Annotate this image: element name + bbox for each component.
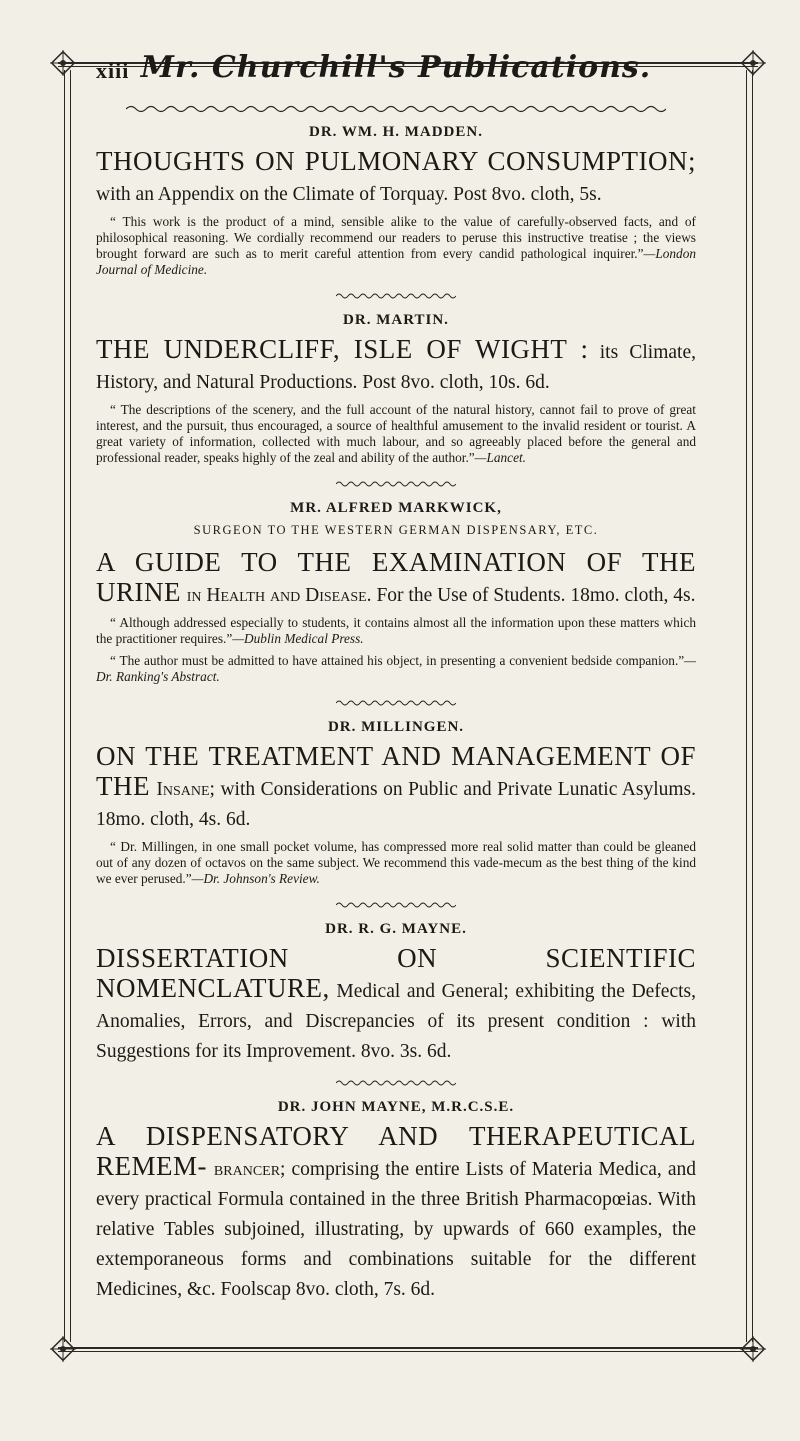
separator-icon: [336, 699, 456, 707]
entry-title: [96, 944, 696, 1065]
entry-title-caps: THE UNDERCLIFF, ISLE OF WIGHT :: [96, 334, 589, 364]
review-source: —London Journal of Medicine.: [96, 246, 696, 277]
entry-millingen: [96, 719, 696, 887]
entry-title-rest: comprising the entire Lists of Materia Medica, and every practical Formula contained in the three British Pharmacopœias. With relative Tables subjoined, illustrating, by upwards of 660 examples, the extemporaneous forms and combinations suitable for the different Medicines, &c. Foolscap 8vo. cloth, 7s. 6d.: [96, 1159, 697, 1300]
separator-icon: [336, 292, 456, 300]
entry-title-rest: with an Appendix on the Climate of Torquay. Post 8vo. cloth, 5s.: [96, 184, 602, 205]
entry-author: DR. WM. H. MADDEN.: [309, 124, 483, 140]
entry-r-g-mayne: [96, 921, 696, 1065]
review-text: “ Dr. Millingen, in one small pocket volume, has compressed more real solid matter than could be gleaned out of any dozen of octavos on the same subject. We recommend this vade-mecum as the best thing of the kind we ever perused.”: [96, 839, 696, 886]
entry-title: [96, 742, 696, 833]
entry-john-mayne: [96, 1099, 696, 1303]
page-body: [96, 44, 696, 1313]
entry-author: DR. R. G. MAYNE.: [325, 921, 467, 937]
entry-review: [96, 214, 696, 278]
review-source: —Dr. Ranking's Abstract.: [96, 653, 696, 684]
corner-ornament-bottom-left-icon: [48, 1334, 78, 1364]
entry-title: [96, 335, 696, 396]
entry-title-caps: ON THE TREATMENT AND MANAGEMENT OF THE: [96, 741, 696, 801]
frame-right-rule: [746, 70, 747, 1342]
entry-title: [96, 147, 696, 208]
entry-author: DR. MILLINGEN.: [327, 719, 465, 735]
review-text: “ The author must be admitted to have attained his object, in presenting a convenient bedside companion.”: [110, 653, 685, 668]
entry-madden: [96, 124, 696, 278]
page-number: xiii: [96, 58, 130, 83]
frame-bottom-rule-inner: [58, 1351, 758, 1352]
entry-author-affiliation: SURGEON TO THE WESTERN GERMAN DISPENSARY, ETC.: [193, 523, 599, 537]
page-header: [96, 44, 696, 104]
entry-title-caps: DISSERTATION ON SCIENTIFIC NOMENCLATURE,: [96, 943, 696, 1003]
entry-martin: [96, 312, 696, 466]
frame-left-rule: [64, 70, 65, 1342]
entry-title-rest: For the Use of Students. 18mo. cloth, 4s.: [371, 585, 696, 606]
entry-title: [96, 1122, 696, 1303]
entry-title: [96, 548, 696, 609]
review-source: —Dublin Medical Press.: [232, 631, 364, 646]
entry-author: DR. MARTIN.: [343, 312, 449, 328]
entry-review-2: [96, 653, 696, 685]
review-text: “ Although addressed especially to students, it contains almost all the information upon these matters which the practitioner requires.”: [96, 615, 696, 646]
entry-title-smallcaps: in Health and Disease.: [186, 585, 372, 606]
entry-author: DR. JOHN MAYNE, M.R.C.S.E.: [277, 1099, 515, 1115]
entry-title-caps: A GUIDE TO THE EXAMINATION OF THE URINE: [96, 547, 696, 607]
entry-review: [96, 839, 696, 887]
frame-right-rule-inner: [752, 70, 753, 1342]
separator-icon: [336, 901, 456, 909]
review-text: “ This work is the product of a mind, sensible alike to the value of carefully-observed facts, and of philosophical reasoning. We cordially recommend our readers to peruse this instructive treatise ; the views brought forward are such as to merit careful attention from every candid pathological inquirer.”: [96, 214, 696, 261]
entry-title-smallcaps: Insane;: [156, 779, 215, 800]
wavy-rule-icon: [126, 104, 666, 114]
corner-ornament-bottom-right-icon: [738, 1334, 768, 1364]
entry-title-caps: A DISPENSATORY AND THERAPEUTICAL REMEM-: [96, 1121, 696, 1181]
corner-ornament-top-left-icon: [48, 48, 78, 78]
running-head: Mr. Churchill's Publications.: [140, 50, 652, 85]
entry-title-rest: its Climate, History, and Natural Productions. Post 8vo. cloth, 10s. 6d.: [96, 342, 696, 393]
entry-review: [96, 402, 696, 466]
corner-ornament-top-right-icon: [738, 48, 768, 78]
entry-title-rest: Medical and General; exhibiting the Defects, Anomalies, Errors, and Discrepancies of its present condition : with Suggestions for its Improvement. 8vo. 3s. 6d.: [96, 981, 696, 1062]
entry-author: MR. ALFRED MARKWICK,: [290, 500, 502, 516]
review-source: —Dr. Johnson's Review.: [191, 871, 320, 886]
frame-bottom-rule: [58, 1347, 758, 1349]
entry-title-caps: THOUGHTS ON PULMONARY CONSUMPTION;: [96, 146, 696, 176]
entry-title-rest: with Considerations on Public and Private Lunatic Asylums. 18mo. cloth, 4s. 6d.: [96, 779, 696, 830]
review-text: “ The descriptions of the scenery, and the full account of the natural history, cannot fail to prove of great interest, and the pursuit, thus encouraged, a source of healthful amusement to the invalid resident or tourist. A great variety of information, collected with much labour, and so agreeably placed before the general and professional reader, speaks highly of the zeal and ability of the author.”: [96, 402, 696, 465]
review-source: —Lancet.: [474, 450, 527, 465]
entry-title-smallcaps: brancer;: [213, 1159, 286, 1180]
separator-icon: [336, 480, 456, 488]
separator-icon: [336, 1079, 456, 1087]
entry-markwick: [96, 500, 696, 685]
frame-left-rule-inner: [70, 70, 71, 1342]
entry-review: [96, 615, 696, 647]
